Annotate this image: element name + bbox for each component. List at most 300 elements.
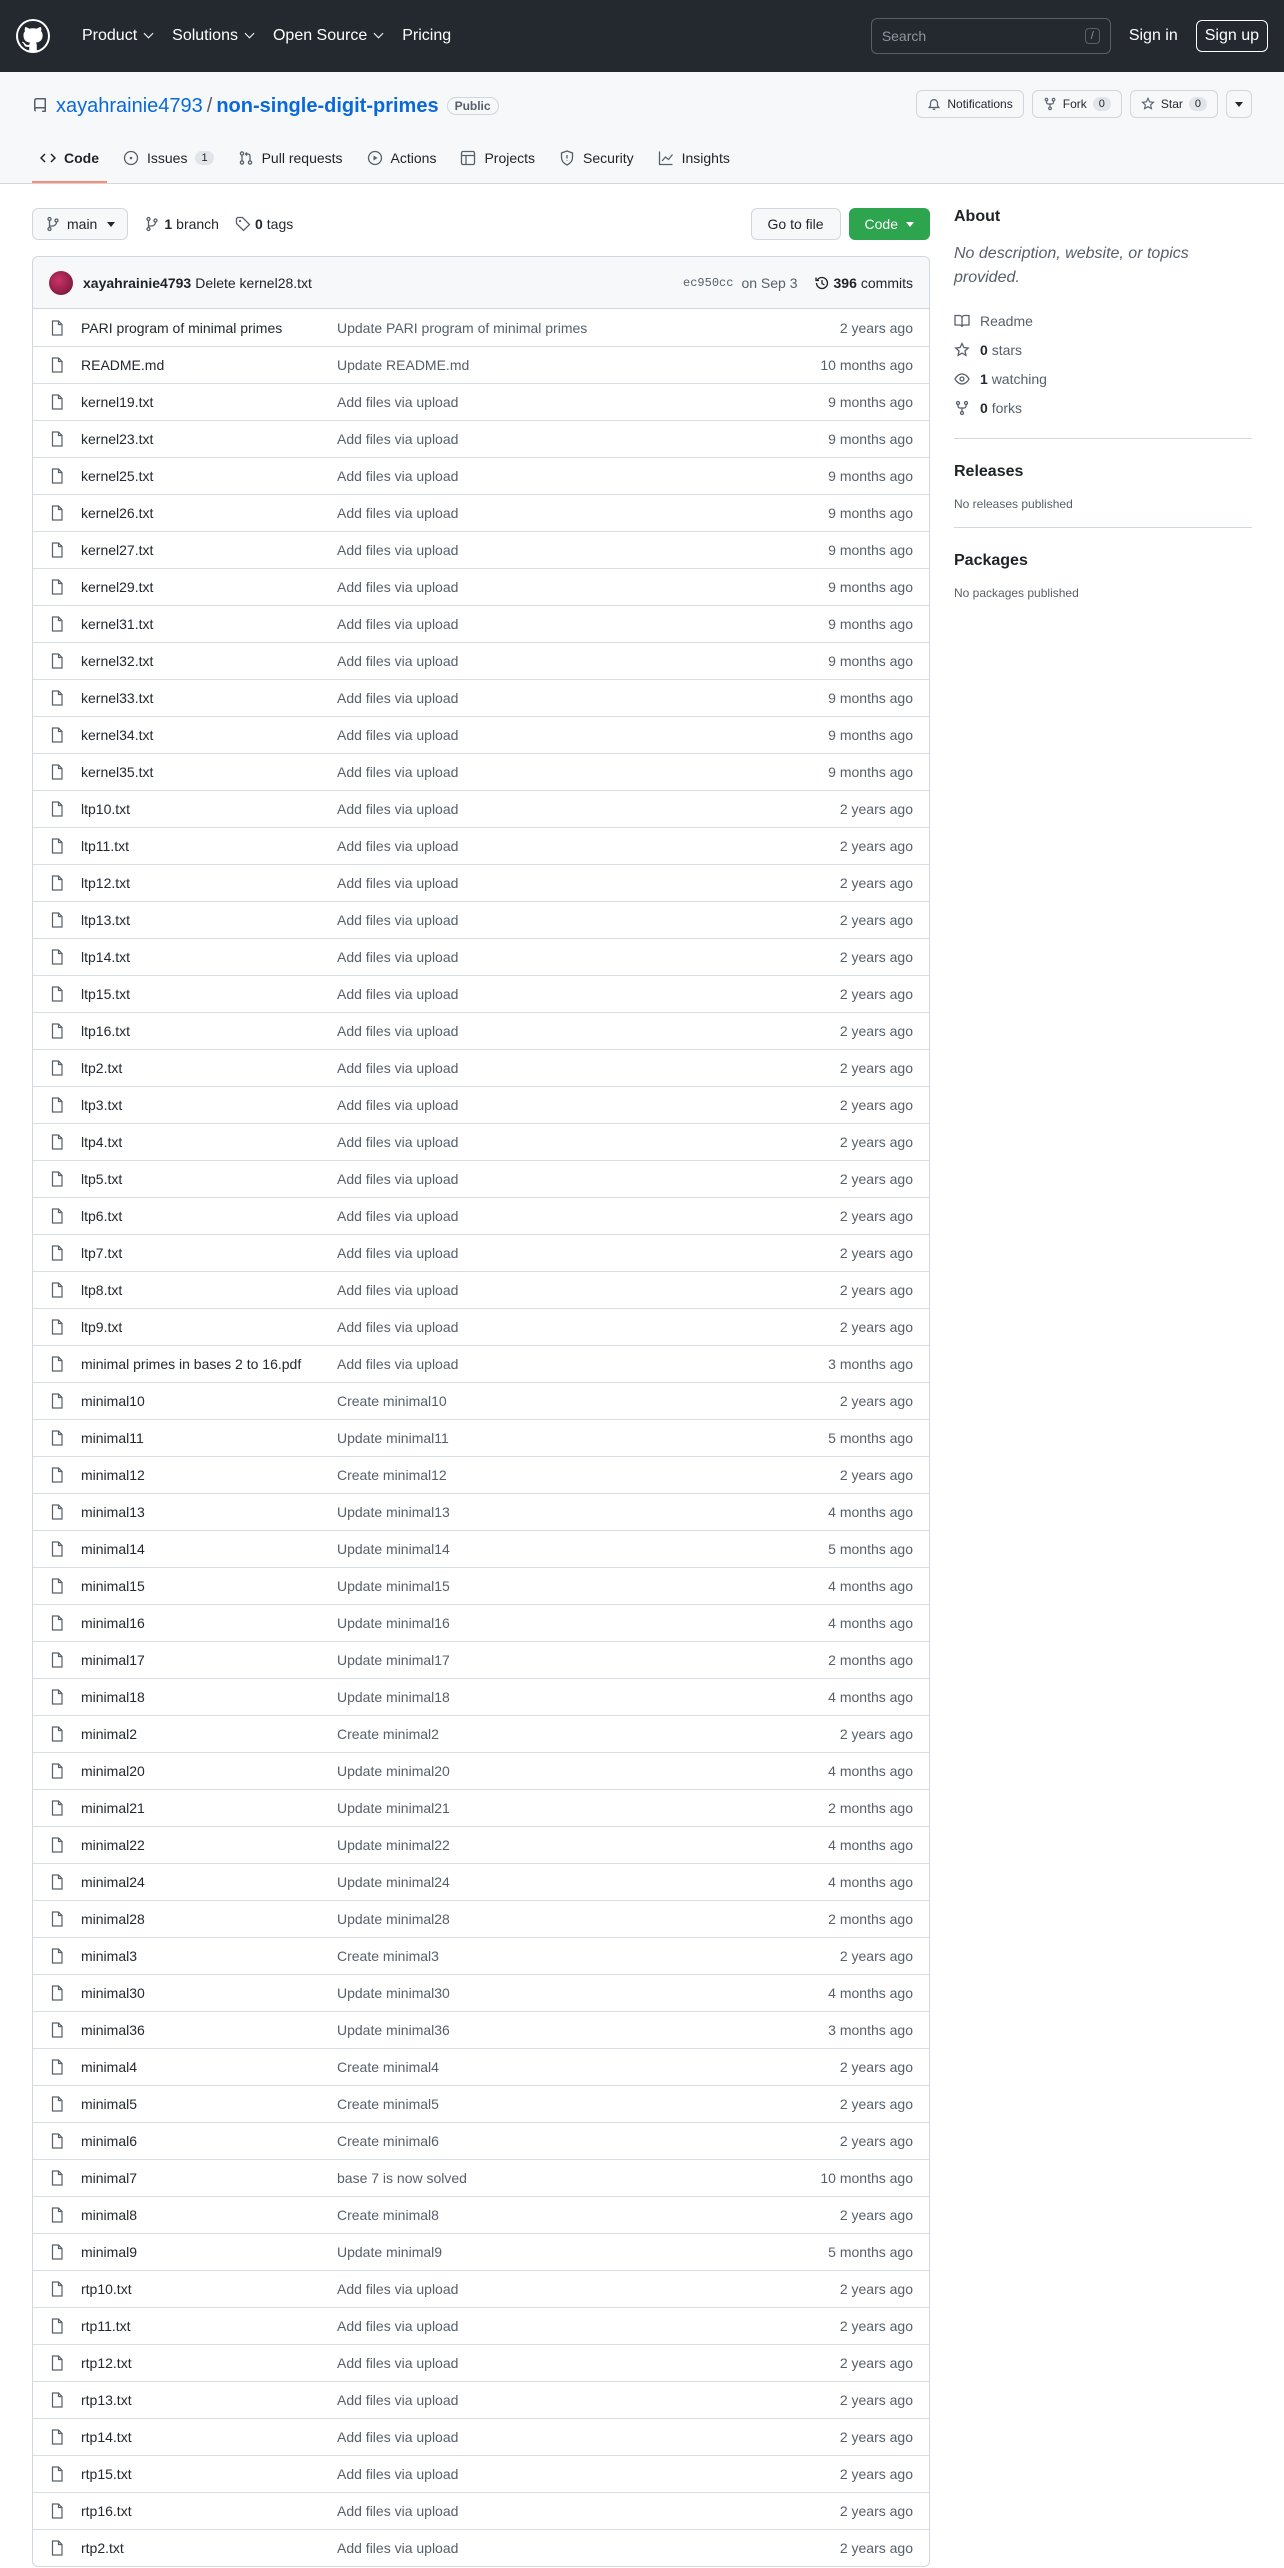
table-row[interactable] <box>33 494 929 531</box>
table-row[interactable] <box>33 1086 929 1123</box>
file-age: 2 years ago <box>839 1134 913 1150</box>
tags-link[interactable] <box>235 216 293 232</box>
table-row[interactable] <box>33 642 929 679</box>
about-heading: About <box>954 208 1001 225</box>
file-name-link[interactable]: minimal3 <box>81 1948 138 1964</box>
forks-link[interactable] <box>954 393 1252 422</box>
table-row[interactable] <box>33 1197 929 1234</box>
file-commit-message-link[interactable]: Update minimal14 <box>337 1541 450 1557</box>
file-commit-message-link[interactable]: Add files via upload <box>337 838 459 854</box>
table-row[interactable] <box>33 2381 929 2418</box>
file-icon <box>49 2281 65 2297</box>
code-button-label: Code <box>864 216 898 232</box>
nav-product[interactable] <box>74 27 160 45</box>
file-commit-message-link[interactable]: Add files via upload <box>337 1023 459 1039</box>
commit-author-link[interactable]: xayahrainie4793 <box>83 274 192 291</box>
file-age: 10 months ago <box>820 357 913 373</box>
file-commit-message-link[interactable]: Add files via upload <box>337 1097 459 1113</box>
releases-heading[interactable]: Releases <box>954 463 1024 480</box>
table-row[interactable] <box>33 2344 929 2381</box>
code-button[interactable] <box>849 208 930 240</box>
packages-section <box>954 527 1252 600</box>
file-icon <box>49 579 65 595</box>
search-shortcut-key: / <box>1085 28 1100 44</box>
github-logo-icon[interactable] <box>16 19 50 53</box>
table-row[interactable] <box>33 2048 929 2085</box>
file-commit-message-link[interactable]: Update minimal15 <box>337 1578 450 1594</box>
file-commit-message-link[interactable]: Update minimal28 <box>337 1911 450 1927</box>
file-icon <box>49 727 65 743</box>
file-name-link[interactable]: minimal10 <box>81 1393 145 1409</box>
file-age: 2 years ago <box>839 2355 913 2371</box>
file-commit-message-link[interactable]: Create minimal6 <box>337 2133 439 2149</box>
table-row[interactable] <box>33 383 929 420</box>
file-commit-message-link[interactable]: Create minimal4 <box>337 2059 439 2075</box>
table-row[interactable] <box>33 1641 929 1678</box>
file-commit-message-link[interactable]: Add files via upload <box>337 2540 459 2556</box>
tab-insights[interactable] <box>650 135 738 183</box>
tab-pull-requests[interactable] <box>230 135 351 183</box>
commit-sha-link[interactable]: ec950cc <box>683 275 734 290</box>
file-name-link[interactable]: rtp13.txt <box>81 2392 132 2408</box>
file-name-link[interactable]: README.md <box>81 357 165 373</box>
file-commit-message-link[interactable]: Add files via upload <box>337 764 459 780</box>
commit-history-link[interactable] <box>814 275 913 291</box>
file-age: 2 years ago <box>839 1245 913 1261</box>
file-commit-message-link[interactable]: Add files via upload <box>337 2281 459 2297</box>
file-commit-message-link[interactable]: Add files via upload <box>337 394 459 410</box>
file-icon <box>49 1208 65 1224</box>
file-age: 2 years ago <box>839 2133 913 2149</box>
graph-icon <box>658 150 674 166</box>
file-icon <box>49 1245 65 1261</box>
file-commit-message-link[interactable]: Add files via upload <box>337 801 459 817</box>
file-commit-message-link[interactable]: Create minimal12 <box>337 1467 447 1483</box>
file-commit-message-link[interactable]: Update minimal20 <box>337 1763 450 1779</box>
table-row[interactable] <box>33 309 929 346</box>
file-name-link[interactable]: rtp14.txt <box>81 2429 132 2445</box>
file-commit-message-link[interactable]: Update minimal17 <box>337 1652 450 1668</box>
file-icon <box>49 468 65 484</box>
file-name-link[interactable]: minimal21 <box>81 1800 145 1816</box>
file-commit-message-link[interactable]: Add files via upload <box>337 505 459 521</box>
file-name-link[interactable]: minimal8 <box>81 2207 138 2223</box>
file-age: 5 months ago <box>828 2244 913 2260</box>
table-row[interactable] <box>33 1123 929 1160</box>
repo-header <box>0 72 1284 184</box>
file-name-link[interactable]: rtp10.txt <box>81 2281 132 2297</box>
tab-security-label: Security <box>583 150 634 166</box>
file-commit-message-link[interactable]: Add files via upload <box>337 653 459 669</box>
file-commit-message-link[interactable]: Update minimal11 <box>337 1430 449 1446</box>
table-row[interactable] <box>33 864 929 901</box>
file-name-link[interactable]: minimal36 <box>81 2022 145 2038</box>
tab-projects[interactable] <box>452 135 543 183</box>
table-row[interactable] <box>33 1234 929 1271</box>
file-age: 4 months ago <box>828 1985 913 2001</box>
file-icon <box>49 949 65 965</box>
file-name-link[interactable]: PARI program of minimal primes <box>81 319 283 336</box>
file-name-link[interactable]: ltp10.txt <box>81 801 131 817</box>
table-row[interactable] <box>33 938 929 975</box>
star-label: Star <box>1160 97 1183 111</box>
file-name-link[interactable]: ltp8.txt <box>81 1282 123 1298</box>
about-description: No description, website, or topics provided. <box>954 245 1189 286</box>
file-toolbar <box>32 208 930 240</box>
file-commit-message-link[interactable]: Add files via upload <box>337 1060 459 1076</box>
file-commit-message-link[interactable]: Add files via upload <box>337 2318 459 2334</box>
nav-pricing[interactable] <box>394 27 459 45</box>
file-icon <box>49 1874 65 1890</box>
file-icon <box>49 1134 65 1150</box>
table-row[interactable] <box>33 827 929 864</box>
file-icon <box>49 986 65 1002</box>
file-name-link[interactable]: minimal24 <box>81 1874 145 1890</box>
file-commit-message-link[interactable]: Add files via upload <box>337 1245 459 1261</box>
file-age: 4 months ago <box>828 1763 913 1779</box>
table-row[interactable] <box>33 1752 929 1789</box>
file-name-link[interactable]: kernel34.txt <box>81 727 154 743</box>
tab-insights-label: Insights <box>681 150 730 166</box>
file-name-link[interactable]: rtp11.txt <box>81 2318 131 2334</box>
file-commit-message-link[interactable]: Update PARI program of minimal primes <box>337 319 588 336</box>
file-icon <box>49 2392 65 2408</box>
code-icon <box>40 150 56 166</box>
table-row[interactable] <box>33 1382 929 1419</box>
table-row[interactable] <box>33 1789 929 1826</box>
table-row[interactable] <box>33 2529 929 2566</box>
tab-security[interactable] <box>551 135 642 183</box>
play-icon <box>367 150 383 166</box>
file-name-link[interactable]: rtp15.txt <box>81 2466 132 2482</box>
file-name-link[interactable]: minimal6 <box>81 2133 138 2149</box>
watchers-link[interactable] <box>954 364 1252 393</box>
issues-count: 1 <box>195 151 213 165</box>
branch-select-button[interactable] <box>32 208 128 240</box>
table-row[interactable] <box>33 2085 929 2122</box>
table-row[interactable] <box>33 2270 929 2307</box>
file-commit-message-link[interactable]: Add files via upload <box>337 616 459 632</box>
file-age: 2 years ago <box>839 2318 913 2334</box>
star-button[interactable] <box>1130 90 1218 118</box>
file-name-link[interactable]: minimal9 <box>81 2244 138 2260</box>
file-commit-message-link[interactable]: Add files via upload <box>337 986 459 1002</box>
file-name-link[interactable]: ltp7.txt <box>81 1245 123 1261</box>
table-row[interactable] <box>33 1715 929 1752</box>
tab-issues[interactable] <box>115 135 222 183</box>
table-row[interactable] <box>33 457 929 494</box>
notifications-button[interactable] <box>916 90 1023 118</box>
file-commit-message-link[interactable]: Add files via upload <box>337 579 459 595</box>
file-name-link[interactable]: kernel32.txt <box>81 653 154 669</box>
current-branch-label: main <box>67 216 98 232</box>
commits-label: commits <box>860 274 913 291</box>
table-row[interactable] <box>33 2418 929 2455</box>
repo-name-link[interactable]: non-single-digit-primes <box>216 94 439 117</box>
file-commit-message-link[interactable]: Add files via upload <box>337 690 459 706</box>
packages-heading[interactable]: Packages <box>954 552 1028 569</box>
table-row[interactable] <box>33 1160 929 1197</box>
repo-actions <box>916 90 1252 118</box>
file-commit-message-link[interactable]: Update README.md <box>337 357 470 373</box>
table-row[interactable] <box>33 2307 929 2344</box>
table-row[interactable] <box>33 1826 929 1863</box>
table-row[interactable] <box>33 975 929 1012</box>
main-nav <box>74 27 459 45</box>
file-name-link[interactable]: minimal16 <box>81 1615 145 1631</box>
file-name-link[interactable]: ltp16.txt <box>81 1023 131 1039</box>
file-name-link[interactable]: kernel26.txt <box>81 505 154 521</box>
file-age: 9 months ago <box>828 690 913 706</box>
file-commit-message-link[interactable]: Add files via upload <box>337 1171 459 1187</box>
file-commit-message-link[interactable]: Add files via upload <box>337 875 459 891</box>
file-commit-message-link[interactable]: Add files via upload <box>337 1134 459 1150</box>
stars-label: stars <box>991 341 1023 358</box>
file-name-link[interactable]: minimal2 <box>81 1726 138 1742</box>
tab-code[interactable] <box>32 135 107 183</box>
file-age: 2 years ago <box>839 1948 913 1964</box>
file-icon <box>49 2429 65 2445</box>
stars-link[interactable] <box>954 335 1252 364</box>
file-commit-message-link[interactable]: Add files via upload <box>337 431 459 447</box>
file-icon <box>49 1393 65 1409</box>
file-table <box>32 256 930 2567</box>
file-commit-message-link[interactable]: Add files via upload <box>337 542 459 558</box>
commit-message-link[interactable]: Delete kernel28.txt <box>195 274 312 291</box>
go-to-file-button[interactable]: Go to file <box>751 208 841 240</box>
file-name-link[interactable]: minimal13 <box>81 1504 145 1520</box>
table-row[interactable] <box>33 1493 929 1530</box>
file-icon <box>49 1985 65 2001</box>
file-commit-message-link[interactable]: Create minimal8 <box>337 2207 439 2223</box>
file-commit-message-link[interactable]: Update minimal16 <box>337 1615 450 1631</box>
table-row[interactable] <box>33 1863 929 1900</box>
file-commit-message-link[interactable]: Update minimal22 <box>337 1837 450 1853</box>
file-commit-message-link[interactable]: Add files via upload <box>337 912 459 928</box>
file-name-link[interactable]: ltp4.txt <box>81 1134 123 1150</box>
file-commit-message-link[interactable]: Create minimal5 <box>337 2096 439 2112</box>
file-commit-message-link[interactable]: Create minimal3 <box>337 1948 439 1964</box>
repo-tabs <box>32 135 738 183</box>
file-icon <box>49 431 65 447</box>
search-input[interactable] <box>871 18 1111 54</box>
file-age: 2 months ago <box>828 1800 913 1816</box>
file-name-link[interactable]: minimal30 <box>81 1985 145 2001</box>
table-row[interactable] <box>33 1678 929 1715</box>
file-commit-message-link[interactable]: Create minimal2 <box>337 1726 439 1742</box>
notifications-label: Notifications <box>947 97 1013 111</box>
file-age: 2 years ago <box>839 2392 913 2408</box>
file-icon <box>49 2207 65 2223</box>
table-row[interactable] <box>33 2122 929 2159</box>
file-name-link[interactable]: ltp2.txt <box>81 1060 123 1076</box>
file-commit-message-link[interactable]: Add files via upload <box>337 2429 459 2445</box>
file-name-link[interactable]: minimal primes in bases 2 to 16.pdf <box>81 1356 302 1372</box>
fork-button[interactable] <box>1032 90 1122 118</box>
file-icon <box>49 838 65 854</box>
file-commit-message-link[interactable]: Update minimal30 <box>337 1985 450 2001</box>
table-row[interactable] <box>33 531 929 568</box>
file-name-link[interactable]: ltp5.txt <box>81 1171 123 1187</box>
table-row[interactable] <box>33 1049 929 1086</box>
file-icon <box>49 505 65 521</box>
table-row[interactable] <box>33 901 929 938</box>
file-icon <box>49 1356 65 1372</box>
tab-actions-label: Actions <box>390 150 437 166</box>
file-name-link[interactable]: kernel33.txt <box>81 690 154 706</box>
table-row[interactable] <box>33 790 929 827</box>
file-name-link[interactable]: minimal28 <box>81 1911 145 1927</box>
table-row[interactable] <box>33 2455 929 2492</box>
readme-link[interactable] <box>954 306 1252 335</box>
table-row[interactable] <box>33 605 929 642</box>
file-name-link[interactable]: minimal15 <box>81 1578 145 1594</box>
table-row[interactable] <box>33 679 929 716</box>
table-row[interactable] <box>33 1974 929 2011</box>
file-age: 2 years ago <box>839 801 913 817</box>
file-name-link[interactable]: kernel29.txt <box>81 579 154 595</box>
file-commit-message-link[interactable]: Add files via upload <box>337 2355 459 2371</box>
table-row[interactable] <box>33 1604 929 1641</box>
file-name-link[interactable]: ltp11.txt <box>81 838 129 854</box>
table-row[interactable] <box>33 1530 929 1567</box>
file-name-link[interactable]: minimal18 <box>81 1689 145 1705</box>
branches-link[interactable] <box>144 216 219 232</box>
file-name-link[interactable]: minimal11 <box>81 1430 144 1446</box>
table-row[interactable] <box>33 1308 929 1345</box>
table-row[interactable] <box>33 1012 929 1049</box>
file-commit-message-link[interactable]: Update minimal13 <box>337 1504 450 1520</box>
table-row[interactable] <box>33 2196 929 2233</box>
file-commit-message-link[interactable]: Add files via upload <box>337 1356 459 1372</box>
table-row[interactable] <box>33 1271 929 1308</box>
repo-owner-link[interactable]: xayahrainie4793 <box>56 94 203 117</box>
table-row[interactable] <box>33 753 929 790</box>
sign-in-link[interactable]: Sign in <box>1128 27 1178 44</box>
file-name-link[interactable]: kernel25.txt <box>81 468 154 484</box>
tag-icon <box>235 216 251 232</box>
table-row[interactable] <box>33 2011 929 2048</box>
table-row[interactable] <box>33 420 929 457</box>
forks-count: 0 <box>980 399 988 416</box>
file-icon <box>49 1578 65 1594</box>
star-dropdown-button[interactable] <box>1226 90 1252 118</box>
file-commit-message-link[interactable]: Add files via upload <box>337 2466 459 2482</box>
file-age: 2 years ago <box>839 1097 913 1113</box>
file-age: 4 months ago <box>828 1504 913 1520</box>
file-name-link[interactable]: minimal12 <box>81 1467 145 1483</box>
file-commit-message-link[interactable]: Create minimal10 <box>337 1393 447 1409</box>
file-name-link[interactable]: ltp14.txt <box>81 949 131 965</box>
file-name-link[interactable]: rtp16.txt <box>81 2503 132 2519</box>
path-separator: / <box>206 94 213 117</box>
stars-count: 0 <box>980 341 988 358</box>
file-commit-message-link[interactable]: base 7 is now solved <box>337 2170 467 2186</box>
file-commit-message-link[interactable]: Update minimal21 <box>337 1800 450 1816</box>
file-commit-message-link[interactable]: Add files via upload <box>337 468 459 484</box>
file-name-link[interactable]: minimal4 <box>81 2059 138 2075</box>
file-name-link[interactable]: kernel35.txt <box>81 764 154 780</box>
file-name-link[interactable]: rtp2.txt <box>81 2540 124 2556</box>
table-row[interactable] <box>33 2159 929 2196</box>
table-row[interactable] <box>33 1419 929 1456</box>
file-icon <box>49 764 65 780</box>
file-commit-message-link[interactable]: Update minimal18 <box>337 1689 450 1705</box>
table-row[interactable] <box>33 1567 929 1604</box>
file-name-link[interactable]: ltp12.txt <box>81 875 131 891</box>
avatar[interactable] <box>49 271 73 295</box>
file-commit-message-link[interactable]: Add files via upload <box>337 1282 459 1298</box>
file-icon <box>49 2355 65 2371</box>
file-name-link[interactable]: kernel27.txt <box>81 542 154 558</box>
table-row[interactable] <box>33 716 929 753</box>
history-icon <box>814 275 830 291</box>
file-commit-message-link[interactable]: Update minimal36 <box>337 2022 450 2038</box>
pull-request-icon <box>238 150 254 166</box>
tab-actions[interactable] <box>359 135 445 183</box>
file-commit-message-link[interactable]: Add files via upload <box>337 2503 459 2519</box>
file-age: 4 months ago <box>828 1837 913 1853</box>
file-list <box>33 309 929 2566</box>
file-age: 2 years ago <box>839 1726 913 1742</box>
file-name-link[interactable]: kernel19.txt <box>81 394 154 410</box>
nav-solutions[interactable] <box>164 27 261 45</box>
file-name-link[interactable]: minimal7 <box>81 2170 138 2186</box>
table-row[interactable] <box>33 346 929 383</box>
file-commit-message-link[interactable]: Update minimal9 <box>337 2244 443 2260</box>
file-name-link[interactable]: minimal22 <box>81 1837 145 1853</box>
file-age: 2 years ago <box>839 2540 913 2556</box>
table-row[interactable] <box>33 1345 929 1382</box>
nav-pricing-label: Pricing <box>402 27 452 44</box>
file-name-link[interactable]: rtp12.txt <box>81 2355 132 2371</box>
table-row[interactable] <box>33 2233 929 2270</box>
tab-projects-label: Projects <box>484 150 536 166</box>
table-row[interactable] <box>33 568 929 605</box>
file-commit-message-link[interactable]: Update minimal24 <box>337 1874 450 1890</box>
file-commit-message-link[interactable]: Add files via upload <box>337 1208 459 1224</box>
file-name-link[interactable]: ltp3.txt <box>81 1097 123 1113</box>
file-name-link[interactable]: minimal5 <box>81 2096 138 2112</box>
file-name-link[interactable]: kernel31.txt <box>81 616 154 632</box>
table-row[interactable] <box>33 1900 929 1937</box>
file-name-link[interactable]: minimal17 <box>81 1652 145 1668</box>
file-name-link[interactable]: ltp15.txt <box>81 986 131 1002</box>
file-age: 3 months ago <box>828 1356 913 1372</box>
file-name-link[interactable]: minimal20 <box>81 1763 145 1779</box>
file-commit-message-link[interactable]: Add files via upload <box>337 1319 459 1335</box>
table-row[interactable] <box>33 2492 929 2529</box>
nav-open-source[interactable] <box>265 27 390 45</box>
releases-section <box>954 438 1252 511</box>
releases-empty-text: No releases published <box>954 497 1073 511</box>
file-name-link[interactable]: kernel23.txt <box>81 431 154 447</box>
table-row[interactable] <box>33 1937 929 1974</box>
sign-up-button[interactable]: Sign up <box>1196 20 1268 52</box>
file-name-link[interactable]: ltp9.txt <box>81 1319 123 1335</box>
file-icon <box>49 2022 65 2038</box>
file-commit-message-link[interactable]: Add files via upload <box>337 2392 459 2408</box>
file-name-link[interactable]: ltp13.txt <box>81 912 131 928</box>
file-commit-message-link[interactable]: Add files via upload <box>337 949 459 965</box>
file-name-link[interactable]: ltp6.txt <box>81 1208 123 1224</box>
sidebar <box>954 208 1252 2567</box>
file-age: 3 months ago <box>828 2022 913 2038</box>
file-name-link[interactable]: minimal14 <box>81 1541 145 1557</box>
file-commit-message-link[interactable]: Add files via upload <box>337 727 459 743</box>
table-row[interactable] <box>33 1456 929 1493</box>
file-icon <box>49 1800 65 1816</box>
